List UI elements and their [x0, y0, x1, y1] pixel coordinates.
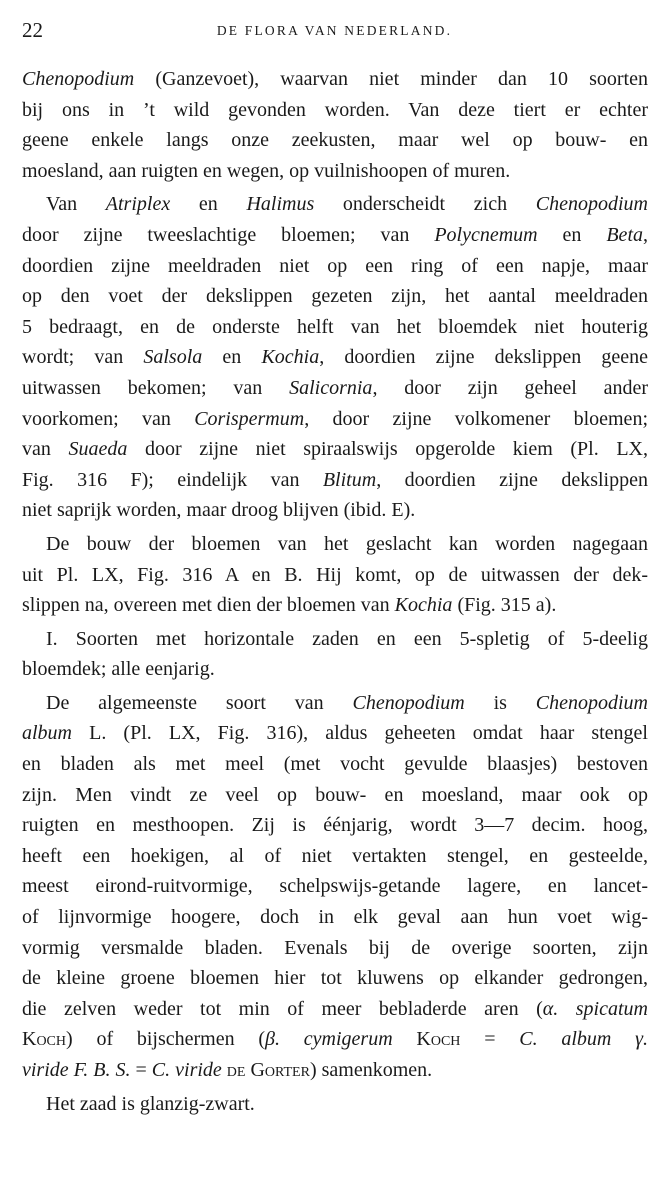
text-line: [22, 749, 648, 780]
text-run: ) samenkomen.: [309, 1059, 433, 1081]
text-line: [22, 529, 648, 560]
text-line: [22, 902, 648, 933]
page-header: [22, 18, 647, 44]
text-line: [22, 1089, 648, 1120]
italic-text: Corispermum: [194, 407, 305, 430]
text-line: [22, 1024, 648, 1055]
text-line: [22, 125, 648, 156]
text-line: [22, 373, 648, 404]
text-run: van: [22, 438, 69, 461]
text-run: ) of bijschermen (: [66, 1028, 266, 1051]
italic-text: Salicornia: [289, 376, 373, 399]
text-run: , doordien zijne dekslippen geene: [319, 346, 648, 369]
text-run: op den voet der dekslippen gezeten zijn, het aantal meeldraden: [22, 285, 648, 308]
text-run: en: [202, 346, 262, 369]
text-run: De algemeenste soort van: [46, 691, 353, 714]
italic-text: Polycnemum: [434, 223, 538, 246]
small-caps-text: de Gorter: [226, 1059, 310, 1081]
italic-text: Chenopodium: [22, 68, 135, 90]
text-run: meest eirond-ruitvormige, schelpswijs-getande lagere, en lancet-: [22, 875, 648, 898]
italic-text: Kochia: [261, 346, 320, 369]
text-run: voorkomen; van: [22, 407, 195, 430]
text-line: [22, 465, 648, 496]
text-run: die zelven weder tot min of meer bebladerde aren (: [22, 997, 543, 1020]
text-line: [22, 156, 648, 187]
text-line: [22, 1055, 648, 1086]
text-line: [22, 281, 648, 312]
text-run: Van: [46, 193, 106, 216]
italic-text: β. cymigerum: [265, 1028, 393, 1051]
italic-text: α. spicatum: [542, 997, 648, 1020]
text-line: [22, 871, 648, 902]
text-line: [22, 994, 648, 1025]
text-line: [22, 963, 648, 994]
italic-text: Blitum: [322, 468, 377, 491]
body-text: [22, 64, 648, 1119]
text-line: [22, 560, 648, 591]
text-run: is: [464, 691, 536, 714]
small-caps-text: Koch: [22, 1028, 67, 1051]
italic-text: Halimus: [246, 193, 315, 216]
italic-text: album: [22, 722, 72, 745]
text-line: [22, 780, 648, 811]
text-run: en: [170, 193, 247, 216]
text-line: [22, 312, 648, 343]
text-run: De bouw der bloemen van het geslacht kan worden nagegaan: [46, 532, 648, 555]
italic-text: Atriplex: [105, 193, 171, 216]
running-title: DE FLORA VAN NEDERLAND.: [216, 23, 453, 38]
text-run: (Ganzevoet), waarvan niet minder dan 10 soorten: [134, 68, 648, 90]
text-run: door zijne tweeslachtige bloemen; van: [22, 223, 435, 246]
text-line: [22, 933, 648, 964]
text-line: [22, 810, 648, 841]
text-line: [22, 590, 648, 621]
paragraph: [22, 688, 648, 1086]
text-run: bloemdek; alle eenjarig.: [22, 658, 215, 681]
text-run: Fig. 316 F); eindelijk van: [22, 468, 323, 491]
text-run: bij ons in ’t wild gevonden worden. Van deze tiert er echter: [22, 98, 648, 121]
italic-text: viride F. B. S.: [22, 1059, 131, 1081]
text-run: door zijne niet spiraalswijs opgerolde kiem (Pl. LX,: [127, 438, 648, 461]
italic-text: C. album γ.: [519, 1028, 648, 1051]
text-run: en bladen als met meel (met vocht gevulde blaasjes) bestoven: [22, 753, 648, 776]
text-run: onderscheidt zich: [314, 193, 536, 216]
text-line: [22, 342, 648, 373]
text-run: 5 bedraagt, en de onderste helft van het bloemdek niet houterig: [22, 315, 648, 338]
page-number: 22: [22, 18, 43, 42]
text-line: [22, 495, 648, 526]
text-run: uitwassen bekomen; van: [22, 376, 290, 399]
text-run: vormig versmalde bladen. Evenals bij de overige soorten, zijn: [22, 936, 648, 959]
paragraph: [22, 529, 648, 621]
text-run: Het zaad is glanzig-zwart.: [46, 1092, 255, 1115]
italic-text: Suaeda: [68, 438, 128, 461]
text-run: zijn. Men vindt ze veel op bouw- en moesland, maar ook op: [22, 783, 648, 806]
text-run: uit Pl. LX, Fig. 316 A en B. Hij komt, op de uitwassen der dek-: [22, 563, 648, 586]
text-run: ,: [643, 223, 648, 246]
text-line: [22, 841, 648, 872]
text-run: doordien zijne meeldraden niet op een ring of een napje, maar: [22, 254, 648, 277]
text-run: I. Soorten met horizontale zaden en een 5-spletig of 5-deelig: [46, 627, 648, 650]
text-run: de kleine groene bloemen hier tot kluwens op elkander gedrongen,: [22, 967, 648, 990]
text-line: [22, 64, 648, 95]
paragraph: [22, 624, 648, 685]
text-line: [22, 189, 648, 220]
text-run: (Fig. 315 a).: [452, 594, 557, 617]
text-line: [22, 95, 648, 126]
text-run: =: [460, 1028, 520, 1051]
text-run: moesland, aan ruigten en wegen, op vuilnishoopen of muren.: [22, 159, 511, 182]
text-line: [22, 251, 648, 282]
text-line: [22, 404, 648, 435]
text-line: [22, 654, 648, 685]
text-run: niet saprijk worden, maar droog blijven (ibid. E).: [22, 499, 416, 522]
text-run: en: [537, 223, 607, 246]
text-line: [22, 220, 648, 251]
text-run: , door zijn geheel ander: [372, 376, 648, 399]
text-run: heeft een hoekigen, al of niet vertakten stengel, en gesteelde,: [22, 844, 648, 867]
text-run: ruigten en mesthoopen. Zij is éénjarig, wordt 3—7 decim. hoog,: [22, 814, 648, 837]
text-run: L. (Pl. LX, Fig. 316), aldus geheeten omdat haar stengel: [72, 722, 648, 745]
paragraph: [22, 64, 648, 186]
text-run: wordt; van: [22, 346, 144, 369]
italic-text: Chenopodium: [535, 193, 648, 216]
paragraph: [22, 1089, 648, 1120]
text-run: geene enkele langs onze zeekusten, maar wel op bouw- en: [22, 129, 648, 152]
text-run: slippen na, overeen met dien der bloemen van: [22, 594, 395, 617]
text-run: , doordien zijne dekslippen: [376, 468, 648, 491]
text-run: , door zijne volkomener bloemen;: [304, 407, 648, 430]
text-run: of lijnvormige hoogere, doch in elk geval aan hun voet wig-: [22, 906, 648, 929]
small-caps-text: Koch: [416, 1028, 461, 1051]
text-line: [22, 624, 648, 655]
text-run: =: [130, 1059, 152, 1081]
italic-text: Chenopodium: [352, 691, 465, 714]
italic-text: Beta: [606, 223, 643, 246]
italic-text: C. viride: [151, 1059, 222, 1081]
italic-text: Chenopodium: [535, 691, 648, 714]
paragraph: [22, 189, 648, 526]
text-line: [22, 688, 648, 719]
italic-text: Salsola: [143, 346, 203, 369]
text-line: [22, 434, 648, 465]
italic-text: Kochia: [394, 594, 453, 617]
text-line: [22, 718, 648, 749]
text-run: [393, 1028, 417, 1050]
